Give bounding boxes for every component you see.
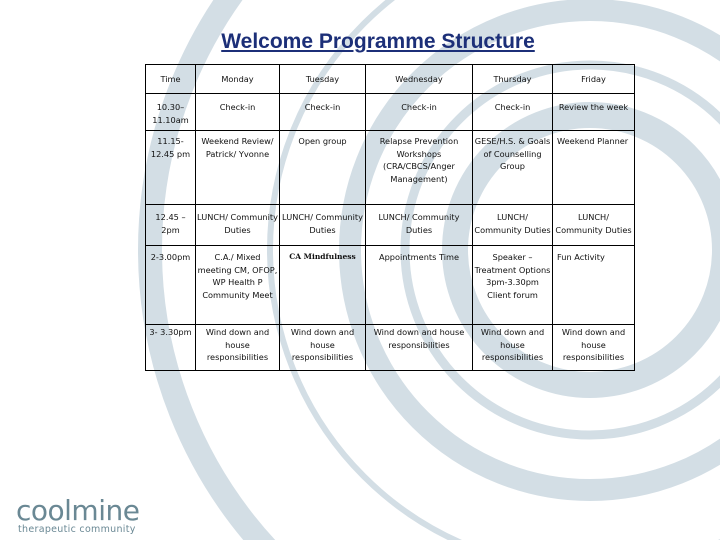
time-cell: 3- 3.30pm	[146, 325, 196, 371]
table-cell: Wind down and house responsibilities	[366, 325, 473, 371]
table-cell: Wind down and house responsibilities	[473, 325, 553, 371]
table-cell: LUNCH/ Community Duties	[553, 205, 635, 246]
table-cell: Wind down and house responsibilities	[553, 325, 635, 371]
table-cell: Review the week	[553, 94, 635, 131]
table-cell: GESE/H.S. & Goals of Counselling Group	[473, 131, 553, 205]
table-cell: LUNCH/ Community Duties	[473, 205, 553, 246]
column-header: Thursday	[473, 65, 553, 94]
logo-tagline: therapeutic community	[18, 524, 136, 535]
column-header: Wednesday	[366, 65, 473, 94]
table-row	[146, 205, 635, 246]
column-header: Tuesday	[280, 65, 366, 94]
table-row	[146, 131, 635, 205]
table-cell: CA Mindfulness	[280, 246, 366, 325]
table-cell: Speaker – Treatment Options 3pm-3.30pm Client forum	[473, 246, 553, 325]
table-cell: Appointments Time	[366, 246, 473, 325]
table-cell: Check-in	[196, 94, 280, 131]
time-cell: 10.30– 11.10am	[146, 94, 196, 131]
table-cell: Relapse Prevention Workshops (CRA/CBCS/Anger Management)	[366, 131, 473, 205]
column-header: Friday	[553, 65, 635, 94]
time-cell: 12.45 – 2pm	[146, 205, 196, 246]
table-row	[146, 246, 635, 325]
time-cell: 11.15- 12.45 pm	[146, 131, 196, 205]
coolmine-logo: coolmine	[16, 494, 140, 527]
table-row	[146, 94, 635, 131]
column-header: Monday	[196, 65, 280, 94]
table-cell: LUNCH/ Community Duties	[366, 205, 473, 246]
table-cell: Open group	[280, 131, 366, 205]
table-cell: C.A./ Mixed meeting CM, OFOP, WP Health P Community Meet	[196, 246, 280, 325]
table-cell: Wind down and house responsibilities	[280, 325, 366, 371]
table-row	[146, 325, 635, 371]
header-row	[146, 65, 635, 94]
table-cell: Weekend Review/ Patrick/ Yvonne	[196, 131, 280, 205]
time-cell: 2-3.00pm	[146, 246, 196, 325]
table-cell: Check-in	[473, 94, 553, 131]
table-cell: Weekend Planner	[553, 131, 635, 205]
table-cell: Fun Activity	[553, 246, 635, 325]
table-cell: Wind down and house responsibilities	[196, 325, 280, 371]
table-cell: Check-in	[366, 94, 473, 131]
schedule-table	[145, 64, 635, 371]
table-cell: LUNCH/ Community Duties	[280, 205, 366, 246]
table-cell: LUNCH/ Community Duties	[196, 205, 280, 246]
column-header: Time	[146, 65, 196, 94]
page-title: Welcome Programme Structure	[221, 30, 535, 53]
table-cell: Check-in	[280, 94, 366, 131]
